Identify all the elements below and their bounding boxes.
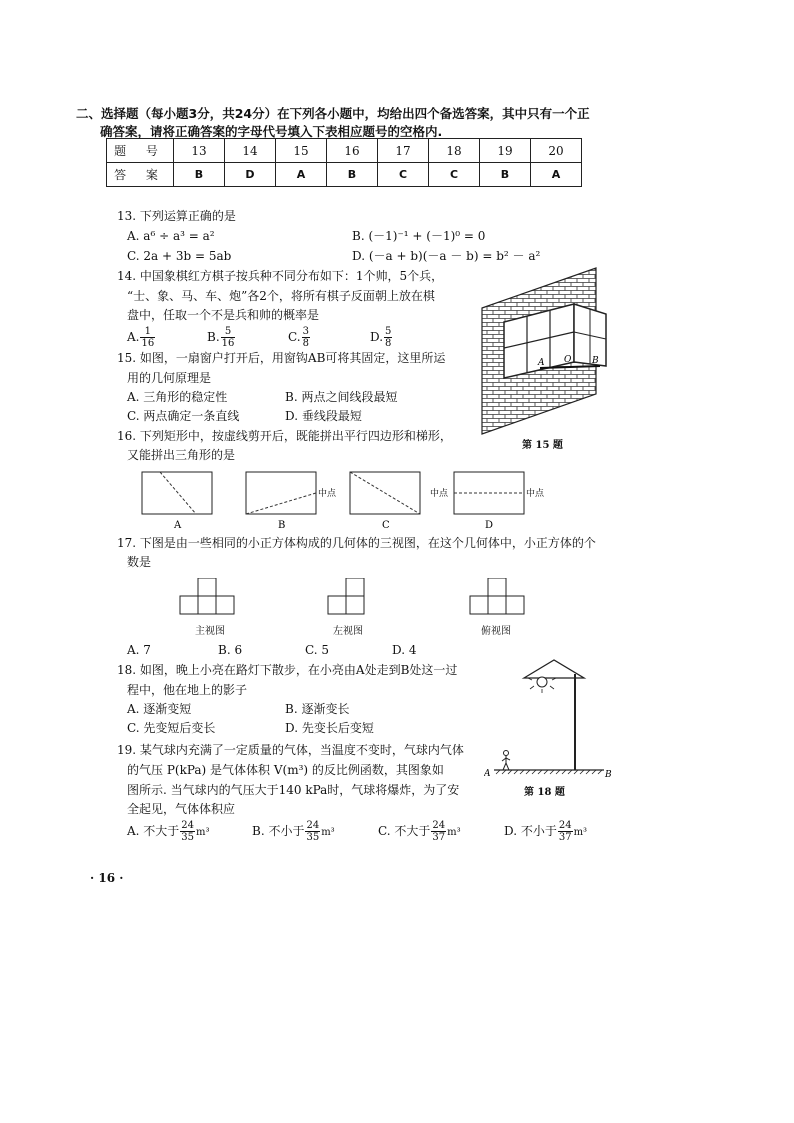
table-cell: B xyxy=(327,163,378,187)
q18-option-d: D. 先变长后变短 xyxy=(285,721,374,735)
q19-option-d xyxy=(504,820,587,843)
table-row xyxy=(107,139,582,163)
q15-option-d: D. 垂线段最短 xyxy=(285,409,362,423)
option-label-a: A xyxy=(174,520,182,530)
fraction xyxy=(305,820,320,843)
q19-line1: 19. 某气球内充满了一定质量的气体，当温度不变时，气球内气体 xyxy=(117,743,464,757)
q18-line2: 程中，他在地上的影子 xyxy=(127,683,248,697)
light-bulb xyxy=(537,677,547,687)
denominator: 37 xyxy=(432,832,446,843)
denominator: 37 xyxy=(558,832,572,843)
q13-option-b: B. (－1)⁻¹ + (－1)⁰ = 0 xyxy=(352,229,486,243)
numerator: 1 xyxy=(140,326,155,338)
q17-line2: 数是 xyxy=(127,555,152,569)
q16-rectangles-figure xyxy=(140,468,560,530)
q17-option-c: C. 5 xyxy=(305,643,330,657)
option-label-b: B xyxy=(278,520,286,530)
table-cell: 19 xyxy=(480,139,531,163)
fraction xyxy=(302,326,310,349)
q18-street-lamp-figure xyxy=(484,656,614,786)
q19-line2: 的气压 P(kPa) 是气体体积 V(m³) 的反比例函数，其图象如 xyxy=(127,763,444,777)
fraction xyxy=(558,820,573,843)
table-cell: A xyxy=(276,163,327,187)
q17-option-a: A. 7 xyxy=(127,643,151,657)
q15-option-c: C. 两点确定一条直线 xyxy=(127,409,240,423)
point-label-o: O xyxy=(564,355,572,365)
table-cell: B xyxy=(174,163,225,187)
q14-line3: 盘中，任取一个不是兵和帅的概率是 xyxy=(127,308,320,322)
q14-line1: 14. 中国象棋红方棋子按兵种不同分布如下：1个帅，5个兵， xyxy=(117,269,444,283)
denominator: 16 xyxy=(221,338,235,349)
point-label-a: A xyxy=(484,769,491,779)
q18-option-c: C. 先变短后变长 xyxy=(127,721,216,735)
option-letter: B. 不小于 xyxy=(252,824,305,838)
q14-option-b xyxy=(207,326,236,349)
table-cell: 14 xyxy=(225,139,276,163)
q15-line2: 用的几何原理是 xyxy=(127,371,212,385)
q15-figure-caption: 第 15 题 xyxy=(522,440,563,451)
top-view-label: 俯视图 xyxy=(481,626,511,637)
table-cell: 16 xyxy=(327,139,378,163)
option-letter: D. 不小于 xyxy=(504,824,557,838)
unit: m³ xyxy=(321,827,335,838)
q16-line1: 16. 下列矩形中，按虚线剪开后，既能拼出平行四边形和梯形， xyxy=(117,429,452,443)
front-view-label: 主视图 xyxy=(195,626,225,637)
numerator: 24 xyxy=(306,820,320,831)
rectangle-d xyxy=(454,472,524,514)
row-label-answer: 答 案 xyxy=(107,163,174,187)
table-cell: A xyxy=(531,163,582,187)
unit: m³ xyxy=(447,827,461,838)
q19-option-c xyxy=(378,820,461,843)
table-cell: C xyxy=(378,163,429,187)
rectangle-b xyxy=(246,472,316,514)
table-cell: 15 xyxy=(276,139,327,163)
q14-option-a xyxy=(127,326,156,349)
q19-line4: 全起见，气体体积应 xyxy=(127,802,236,816)
rectangle-c xyxy=(350,472,420,514)
table-cell: 17 xyxy=(378,139,429,163)
option-letter: A. 不大于 xyxy=(127,824,180,838)
q16-line2: 又能拼出三角形的是 xyxy=(127,448,236,462)
q19-option-b xyxy=(252,820,335,843)
fraction xyxy=(140,326,155,349)
numerator: 24 xyxy=(181,820,195,831)
q18-figure-caption: 第 18 题 xyxy=(524,787,565,798)
q13-option-c: C. 2a + 3b = 5ab xyxy=(127,249,232,263)
q15-option-a: A. 三角形的稳定性 xyxy=(127,390,228,404)
option-label-c: C xyxy=(382,520,390,530)
q17-line1: 17. 下图是由一些相同的小正方体构成的几何体的三视图，在这个几何体中，小正方体的个 xyxy=(117,536,596,550)
q13-option-d: D. (－a + b)(－a － b) = b² － a² xyxy=(352,249,541,263)
fraction xyxy=(431,820,446,843)
denominator: 35 xyxy=(306,832,320,843)
section-title-line1: 二、选择题（每小题3分，共24分）在下列各小题中，均给出四个备选答案，其中只有一个正 xyxy=(76,106,590,121)
walking-person xyxy=(502,751,510,771)
q19-option-a xyxy=(127,820,210,843)
table-cell: 13 xyxy=(174,139,225,163)
denominator: 8 xyxy=(302,338,309,349)
section-title-line2: 确答案，请将正确答案的字母代号填入下表相应题号的空格内. xyxy=(100,124,443,139)
left-view xyxy=(328,578,364,614)
q19-line3: 图所示. 当气球内的气压大于140 kPa时，气球将爆炸，为了安 xyxy=(127,783,460,797)
front-view xyxy=(180,578,234,614)
denominator: 16 xyxy=(141,338,155,349)
numerator: 24 xyxy=(432,820,446,831)
q18-option-b: B. 逐渐变长 xyxy=(285,702,350,716)
point-label-b: B xyxy=(592,356,599,366)
q18-line1: 18. 如图，晚上小亮在路灯下散步，在小亮由A处走到B处这一过 xyxy=(117,663,458,677)
table-cell: 20 xyxy=(531,139,582,163)
q17-three-views xyxy=(176,578,526,618)
table-cell: D xyxy=(225,163,276,187)
denominator: 8 xyxy=(385,338,392,349)
midpoint-label-d-right: 中点 xyxy=(526,489,545,499)
q13-stem: 13. 下列运算正确的是 xyxy=(117,209,236,223)
option-letter: C. xyxy=(288,330,301,344)
table-cell: C xyxy=(429,163,480,187)
top-view xyxy=(470,578,524,614)
midpoint-label-d-left: 中点 xyxy=(430,489,449,499)
option-letter: B. xyxy=(207,330,220,344)
left-view-label: 左视图 xyxy=(333,626,363,637)
q14-option-d xyxy=(370,326,393,349)
q17-option-b: B. 6 xyxy=(218,643,243,657)
option-letter: C. 不大于 xyxy=(378,824,431,838)
point-label-b: B xyxy=(605,770,612,780)
fraction xyxy=(221,326,236,349)
fraction xyxy=(180,820,195,843)
table-row xyxy=(107,163,582,187)
q17-option-d: D. 4 xyxy=(392,643,417,657)
table-cell: 18 xyxy=(429,139,480,163)
q13-option-a: A. a⁶ ÷ a³ = a² xyxy=(127,229,215,243)
numerator: 5 xyxy=(385,326,392,337)
option-letter: D. xyxy=(370,330,384,344)
denominator: 35 xyxy=(181,832,195,843)
unit: m³ xyxy=(196,827,210,838)
option-letter: A. xyxy=(127,330,140,344)
q15-line1: 15. 如图，一扇窗户打开后，用窗钩AB可将其固定，这里所运 xyxy=(117,351,446,365)
point-label-a: A xyxy=(538,358,545,368)
numerator: 3 xyxy=(302,326,309,337)
q14-option-c xyxy=(288,326,311,349)
option-label-d: D xyxy=(485,520,494,530)
unit: m³ xyxy=(573,827,588,838)
answer-table xyxy=(106,138,582,187)
q14-line2: “士、象、马、车、炮”各2个，将所有棋子反面朝上放在棋 xyxy=(127,289,435,303)
numerator: 5 xyxy=(221,326,236,338)
numerator: 24 xyxy=(558,820,572,831)
midpoint-label-b: 中点 xyxy=(318,489,337,499)
row-label-number: 题 号 xyxy=(107,139,174,163)
page-number: · 16 · xyxy=(90,871,124,885)
rectangle-a xyxy=(142,472,212,514)
q18-option-a: A. 逐渐变短 xyxy=(127,702,192,716)
q15-option-b: B. 两点之间线段最短 xyxy=(285,390,398,404)
q15-window-figure xyxy=(478,262,614,438)
table-cell: B xyxy=(480,163,531,187)
fraction xyxy=(384,326,392,349)
